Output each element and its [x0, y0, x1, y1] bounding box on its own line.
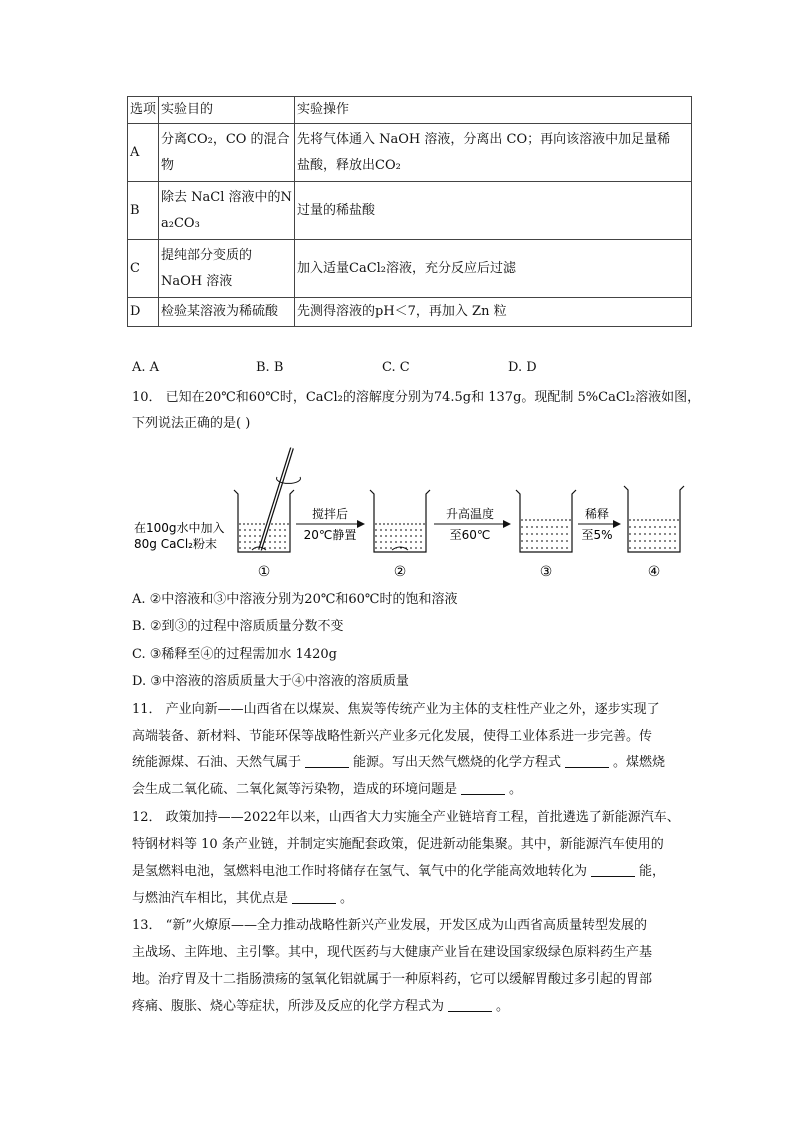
- beaker-2: [370, 490, 430, 552]
- purpose-line: 除去 NaCl 溶液中的N: [161, 189, 292, 205]
- row-operation: 加入适量CaCl₂溶液，充分反应后过滤: [295, 240, 692, 298]
- operation-line: 盐酸，释放出CO₂: [297, 157, 401, 173]
- q10-stem-line2: 下列说法正确的是( ): [132, 416, 251, 431]
- arrow2-top-label: 升高温度: [445, 507, 495, 521]
- row-purpose: [159, 240, 295, 298]
- arrow3-top-label: 稀释: [584, 507, 610, 521]
- choice-d[interactable]: D. D: [508, 360, 537, 375]
- operation-line: 先将气体通入 NaOH 溶液，分离出 CO；再向该溶液中加足量稀: [297, 131, 671, 147]
- beaker-1: [234, 448, 301, 552]
- beaker-label-4: ④: [647, 564, 661, 580]
- answer-blank[interactable]: [565, 753, 609, 768]
- q13-line1: 13． “新”火燎原——全力推动战略性新兴产业发展，开发区成为山西省高质量转型发展的: [132, 918, 647, 933]
- arrow3-bottom-label: 至5%: [581, 528, 613, 542]
- beaker-label-2: ②: [393, 564, 407, 580]
- header-purpose: 实验目的: [159, 97, 295, 124]
- table-header-row: [128, 97, 692, 124]
- choice-b[interactable]: B. B: [256, 360, 284, 375]
- figure-left-label-1: 在100g水中加入: [134, 521, 225, 535]
- q11-line2: 高端装备、新材料、节能环保等战略性新兴产业多元化发展，使得工业体系进一步完善。传: [132, 729, 653, 744]
- row-key: A: [128, 124, 159, 182]
- q13-line4: [132, 997, 509, 1017]
- arrow2-bottom-label: 至60℃: [449, 528, 491, 542]
- q13-line3: 地。治疗胃及十二指肠溃疡的氢氧化铝就属于一种原料药，它可以缓解胃酸过多引起的胃部: [132, 972, 653, 987]
- q11-line4-a: 会生成二氧化硫、二氧化氮等污染物，造成的环境问题是: [132, 782, 458, 797]
- q10-option-c[interactable]: C. ③稀释至④的过程需加水 1420g: [132, 647, 337, 662]
- q11-line4: [132, 780, 522, 800]
- table-row: [128, 182, 692, 240]
- q12-line3: [132, 862, 665, 882]
- row-purpose: 检验某溶液为稀硫酸: [159, 298, 295, 327]
- q12-line2: 特钢材料等 10 条产业链，并制定实施配套政策，促进新动能集聚。其中，新能源汽车使用的: [132, 837, 664, 852]
- q13-line4-a: 疼痛、腹胀、烧心等症状，所涉及反应的化学方程式为: [132, 999, 445, 1014]
- answer-blank[interactable]: [591, 862, 635, 877]
- q11-line3-b: 能源。写出天然气燃烧的化学方程式: [353, 755, 562, 770]
- answer-blank[interactable]: [305, 753, 349, 768]
- q9-choices: [132, 360, 692, 378]
- row-key: D: [128, 298, 159, 327]
- header-option: 选项: [128, 97, 159, 124]
- q12-line1: 12． 政策加持——2022年以来，山西省大力实施全产业链培育工程，首批遴选了新能源汽车、: [132, 810, 680, 825]
- answer-blank[interactable]: [461, 780, 505, 795]
- q12-line3-a: 是氢燃料电池，氢燃料电池工作时将储存在氢气、氧气中的化学能高效地转化为: [132, 864, 588, 879]
- row-purpose: [159, 182, 295, 240]
- q10-stem-line1: 10． 已知在20℃和60℃时，CaCl₂的溶解度分别为74.5g和 137g。现配制 5%CaCl₂溶液如图，: [132, 390, 701, 405]
- beaker-3: [516, 490, 576, 552]
- row-operation: 先测得溶液的pH＜7，再加入 Zn 粒: [295, 298, 692, 327]
- q10-option-a[interactable]: A. ②中溶液和③中溶液分别为20℃和60℃时的饱和溶液: [132, 592, 458, 607]
- row-key: B: [128, 182, 159, 240]
- q11-line1: 11． 产业向新——山西省在以煤炭、焦炭等传统产业为主体的支柱性产业之外，逐步实现了: [132, 702, 660, 717]
- q13-line4-b: 。: [496, 999, 510, 1014]
- beaker-4: [624, 486, 684, 552]
- q12-line4-a: 与燃油汽车相比，其优点是: [132, 891, 289, 906]
- purpose-line: 提纯部分变质的: [161, 247, 253, 263]
- q12-line3-b: 能，: [639, 864, 666, 879]
- table-row: [128, 124, 692, 182]
- purpose-line: 物: [161, 157, 175, 173]
- choice-a[interactable]: A. A: [132, 360, 160, 375]
- choice-c[interactable]: C. C: [382, 360, 410, 375]
- q11-line3: [132, 753, 665, 773]
- row-operation: [295, 124, 692, 182]
- figure-left-label-2: 80g CaCl₂粉末: [134, 537, 217, 551]
- table-row: [128, 298, 692, 327]
- q10-option-d[interactable]: D. ③中溶液的溶质质量大于④中溶液的溶质质量: [132, 674, 409, 689]
- answer-blank[interactable]: [292, 889, 336, 904]
- row-key: C: [128, 240, 159, 298]
- purpose-line: 分离CO₂，CO 的混合: [161, 131, 290, 147]
- answer-blank[interactable]: [448, 997, 492, 1012]
- row-purpose: [159, 124, 295, 182]
- q13-line2: 主战场、主阵地、主引擎。其中，现代医药与大健康产业旨在建设国家级绿色原料药生产基: [132, 945, 653, 960]
- table-row: [128, 240, 692, 298]
- purpose-line: NaOH 溶液: [161, 273, 233, 289]
- experiment-table: [127, 96, 692, 327]
- q11-line3-c: 。煤燃烧: [613, 755, 666, 770]
- beaker-label-1: ①: [257, 564, 271, 580]
- row-operation: 过量的稀盐酸: [295, 182, 692, 240]
- arrow1-bottom-label: 20℃静置: [303, 528, 357, 542]
- q11-line4-b: 。: [509, 782, 523, 797]
- purpose-line: a₂CO₃: [161, 215, 200, 231]
- beaker-figure: [0, 440, 794, 585]
- q11-line3-a: 统能源煤、石油、天然气属于: [132, 755, 302, 770]
- q10-option-b[interactable]: B. ②到③的过程中溶质质量分数不变: [132, 619, 344, 634]
- q12-line4: [132, 889, 353, 909]
- header-operation: 实验操作: [295, 97, 692, 124]
- q12-line4-b: 。: [340, 891, 354, 906]
- beaker-label-3: ③: [539, 564, 553, 580]
- arrow1-top-label: 搅拌后: [311, 507, 349, 521]
